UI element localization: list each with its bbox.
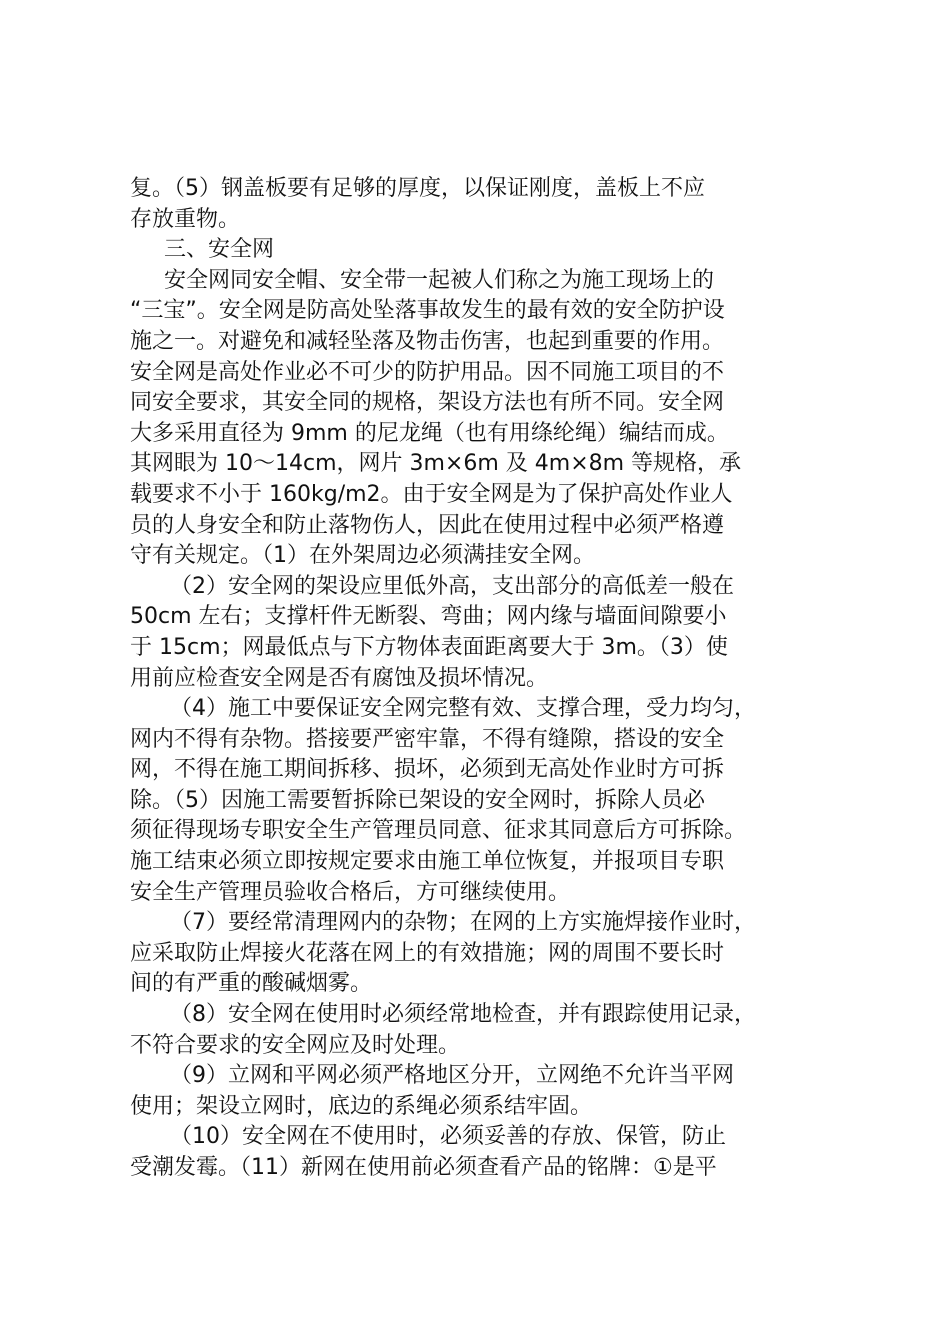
text-line: （8）安全网在使用时必须经常地检查，并有跟踪使用记录， <box>170 1002 756 1028</box>
text-line: 施之一。对避免和减轻坠落及物击伤害，也起到重要的作用。 <box>130 328 725 354</box>
text-line: 网内不得有杂物。搭接要严密牢靠，不得有缝隙，搭设的安全 <box>130 726 725 752</box>
text-line: 安全网是高处作业必不可少的防护用品。因不同施工项目的不 <box>130 359 725 385</box>
text-line: 大多采用直径为 9mm 的尼龙绳（也有用绦纶绳）编结而成。 <box>130 420 729 446</box>
text-line: 同安全要求，其安全同的规格，架设方法也有所不同。安全网 <box>130 390 725 416</box>
text-line: 网，不得在施工期间拆移、损坏，必须到无高处作业时方可拆 <box>130 757 725 783</box>
text-line: “三宝”。安全网是防高处坠落事故发生的最有效的安全防护设 <box>130 298 725 324</box>
text-line: 不符合要求的安全网应及时处理。 <box>130 1032 461 1058</box>
text-line: 存放重物。 <box>130 206 241 232</box>
text-line: 载要求不小于 160kg/m2。由于安全网是为了保护高处作业人 <box>130 481 733 507</box>
text-line: 50cm 左右；支撑杆件无断裂、弯曲；网内缘与墙面间隙要小 <box>130 604 727 630</box>
text-line: 使用；架设立网时，底边的系绳必须系结牢固。 <box>130 1093 593 1119</box>
text-line: （2）安全网的架设应里低外高，支出部分的高低差一般在 <box>170 573 734 599</box>
section-heading: 三、安全网 <box>164 237 275 263</box>
text-line: 应采取防止焊接火花落在网上的有效措施；网的周围不要长时 <box>130 940 725 966</box>
text-line: （7）要经常清理网内的杂物；在网的上方实施焊接作业时， <box>170 910 756 936</box>
text-line: 除。（5）因施工需要暂拆除已架设的安全网时，拆除人员必 <box>130 787 705 813</box>
text-line: 于 15cm；网最低点与下方物体表面距离要大于 3m。（3）使 <box>130 634 728 660</box>
text-line: 其网眼为 10～14cm，网片 3m×6m 及 4m×8m 等规格，承 <box>130 451 742 477</box>
text-line: 安全生产管理员验收合格后，方可继续使用。 <box>130 879 571 905</box>
text-line: （9）立网和平网必须严格地区分开，立网绝不允许当平网 <box>170 1063 734 1089</box>
document-page <box>130 174 836 1184</box>
text-line: 用前应检查安全网是否有腐蚀及损坏情况。 <box>130 665 549 691</box>
text-line: 受潮发霉。（11）新网在使用前必须查看产品的铭牌：①是平 <box>130 1155 717 1180</box>
text-line: 复。（5）钢盖板要有足够的厚度，以保证刚度，盖板上不应 <box>130 176 705 201</box>
text-line: 安全网同安全帽、安全带一起被人们称之为施工现场上的 <box>164 267 715 293</box>
text-line: （10）安全网在不使用时，必须妥善的存放、保管，防止 <box>170 1124 726 1150</box>
text-line: （4）施工中要保证安全网完整有效、支撑合理，受力均匀， <box>170 696 756 722</box>
text-line: 间的有严重的酸碱烟雾。 <box>130 971 373 997</box>
text-line: 须征得现场专职安全生产管理员同意、征求其同意后方可拆除。 <box>130 818 747 844</box>
text-line: 员的人身安全和防止落物伤人，因此在使用过程中必须严格遵 <box>130 512 725 538</box>
text-line: 施工结束必须立即按规定要求由施工单位恢复，并报项目专职 <box>130 849 725 875</box>
text-line: 守有关规定。（1）在外架周边必须满挂安全网。 <box>130 543 595 569</box>
